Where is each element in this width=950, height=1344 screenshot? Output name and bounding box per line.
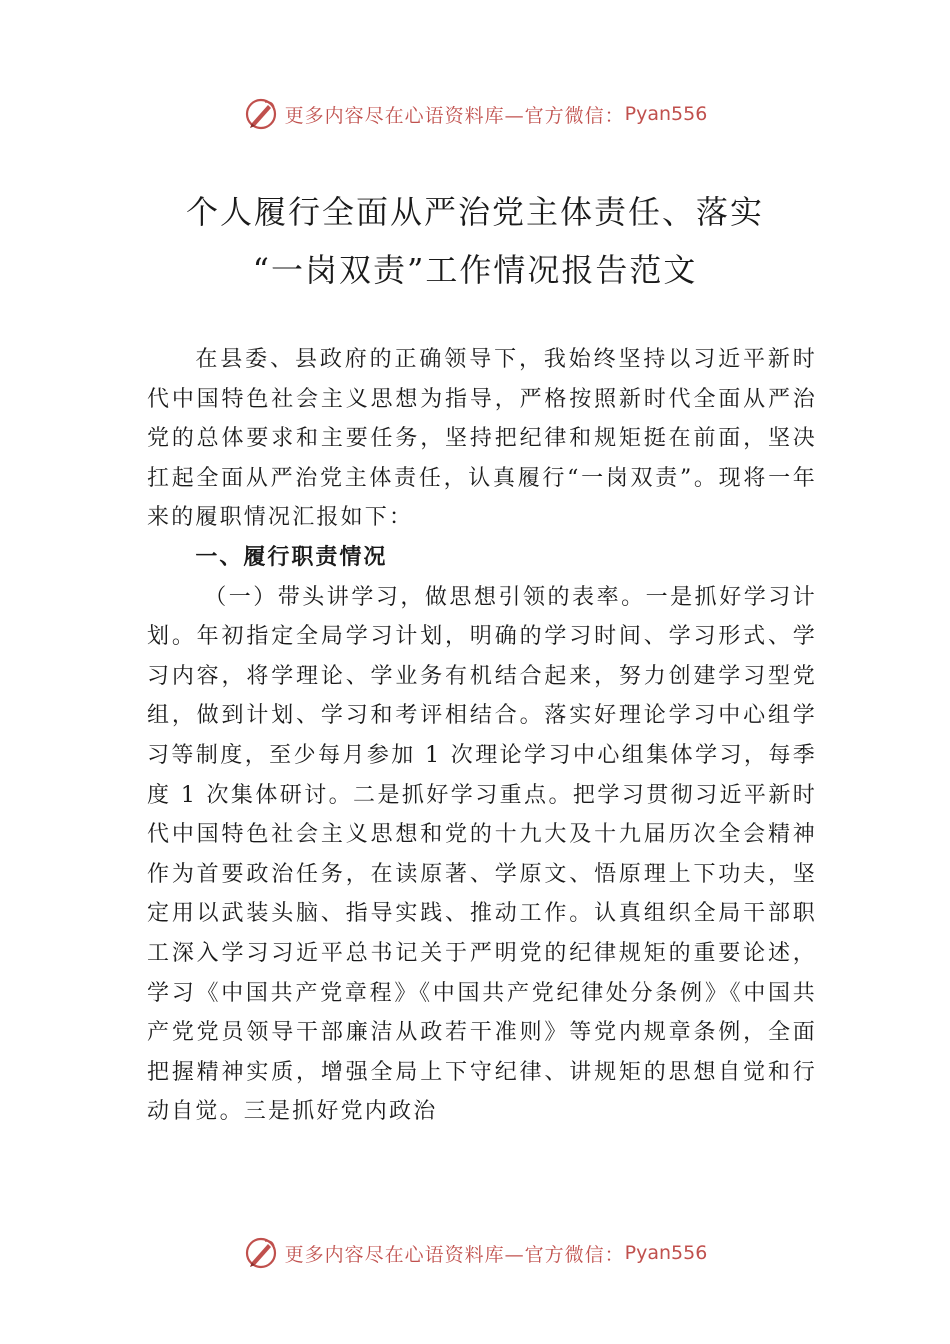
section-heading: 一、履行职责情况 <box>195 544 388 570</box>
title-line-2: “一岗双责”工作情况报告范文 <box>252 251 698 289</box>
document-body <box>147 340 817 1132</box>
document-title <box>0 183 950 299</box>
watermark-text: 更多内容尽在心语资料库—官方微信： <box>284 104 625 127</box>
footer-watermark <box>0 1233 950 1273</box>
intro-paragraph: 在县委、县政府的正确领导下，我始终坚持以习近平新时代中国特色社会主义思想为指导，严格按照新时代全面从严治党的总体要求和主要任务，坚持把纪律和规矩挺在前面，坚决扛起全面从严治党主体责任，认真履行“一岗双责”。现将一年来的履职情况汇报如下： <box>147 347 817 531</box>
watermark-text: 更多内容尽在心语资料库—官方微信： <box>284 1243 625 1266</box>
section-paragraph: （一）带头讲学习，做思想引领的表率。一是抓好学习计划。年初指定全局学习计划，明确的学习时间、学习形式、学习内容，将学理论、学业务有机结合起来，努力创建学习型党组，做到计划、学习和考评相结合。落实好理论学习中心组学习等制度，至少每月参加 1 次理论学习中心组集体学习，每季度 1 次集体研讨。二是抓好学习重点。把学习贯彻习近平新时代中国特色社会主义思想和党的十九大及十九届历次全会精神作为首要政治任务，在读原著、学原文、悟原理上下功夫，坚定用以武装头脑、指导实践、推动工作。认真组织全局干部职工深入学习习近平总书记关于严明党的纪律规矩的重要论述，学习《中国共产党章程》《中国共产党纪律处分条例》《中国共产党党员领导干部廉洁从政若干准则》等党内规章条例，全面把握精神实质，增强全局上下守纪律、讲规矩的思想自觉和行动自觉。三是抓好党内政治 <box>147 584 817 1125</box>
header-watermark <box>0 94 950 134</box>
title-line-1: 个人履行全面从严治党主体责任、落实 <box>185 193 764 231</box>
watermark-wechat-id: Pyan556 <box>624 1242 708 1264</box>
watermark-wechat-id: Pyan556 <box>624 103 708 125</box>
pen-logo-icon <box>243 1235 279 1271</box>
pen-logo-icon <box>243 96 279 132</box>
